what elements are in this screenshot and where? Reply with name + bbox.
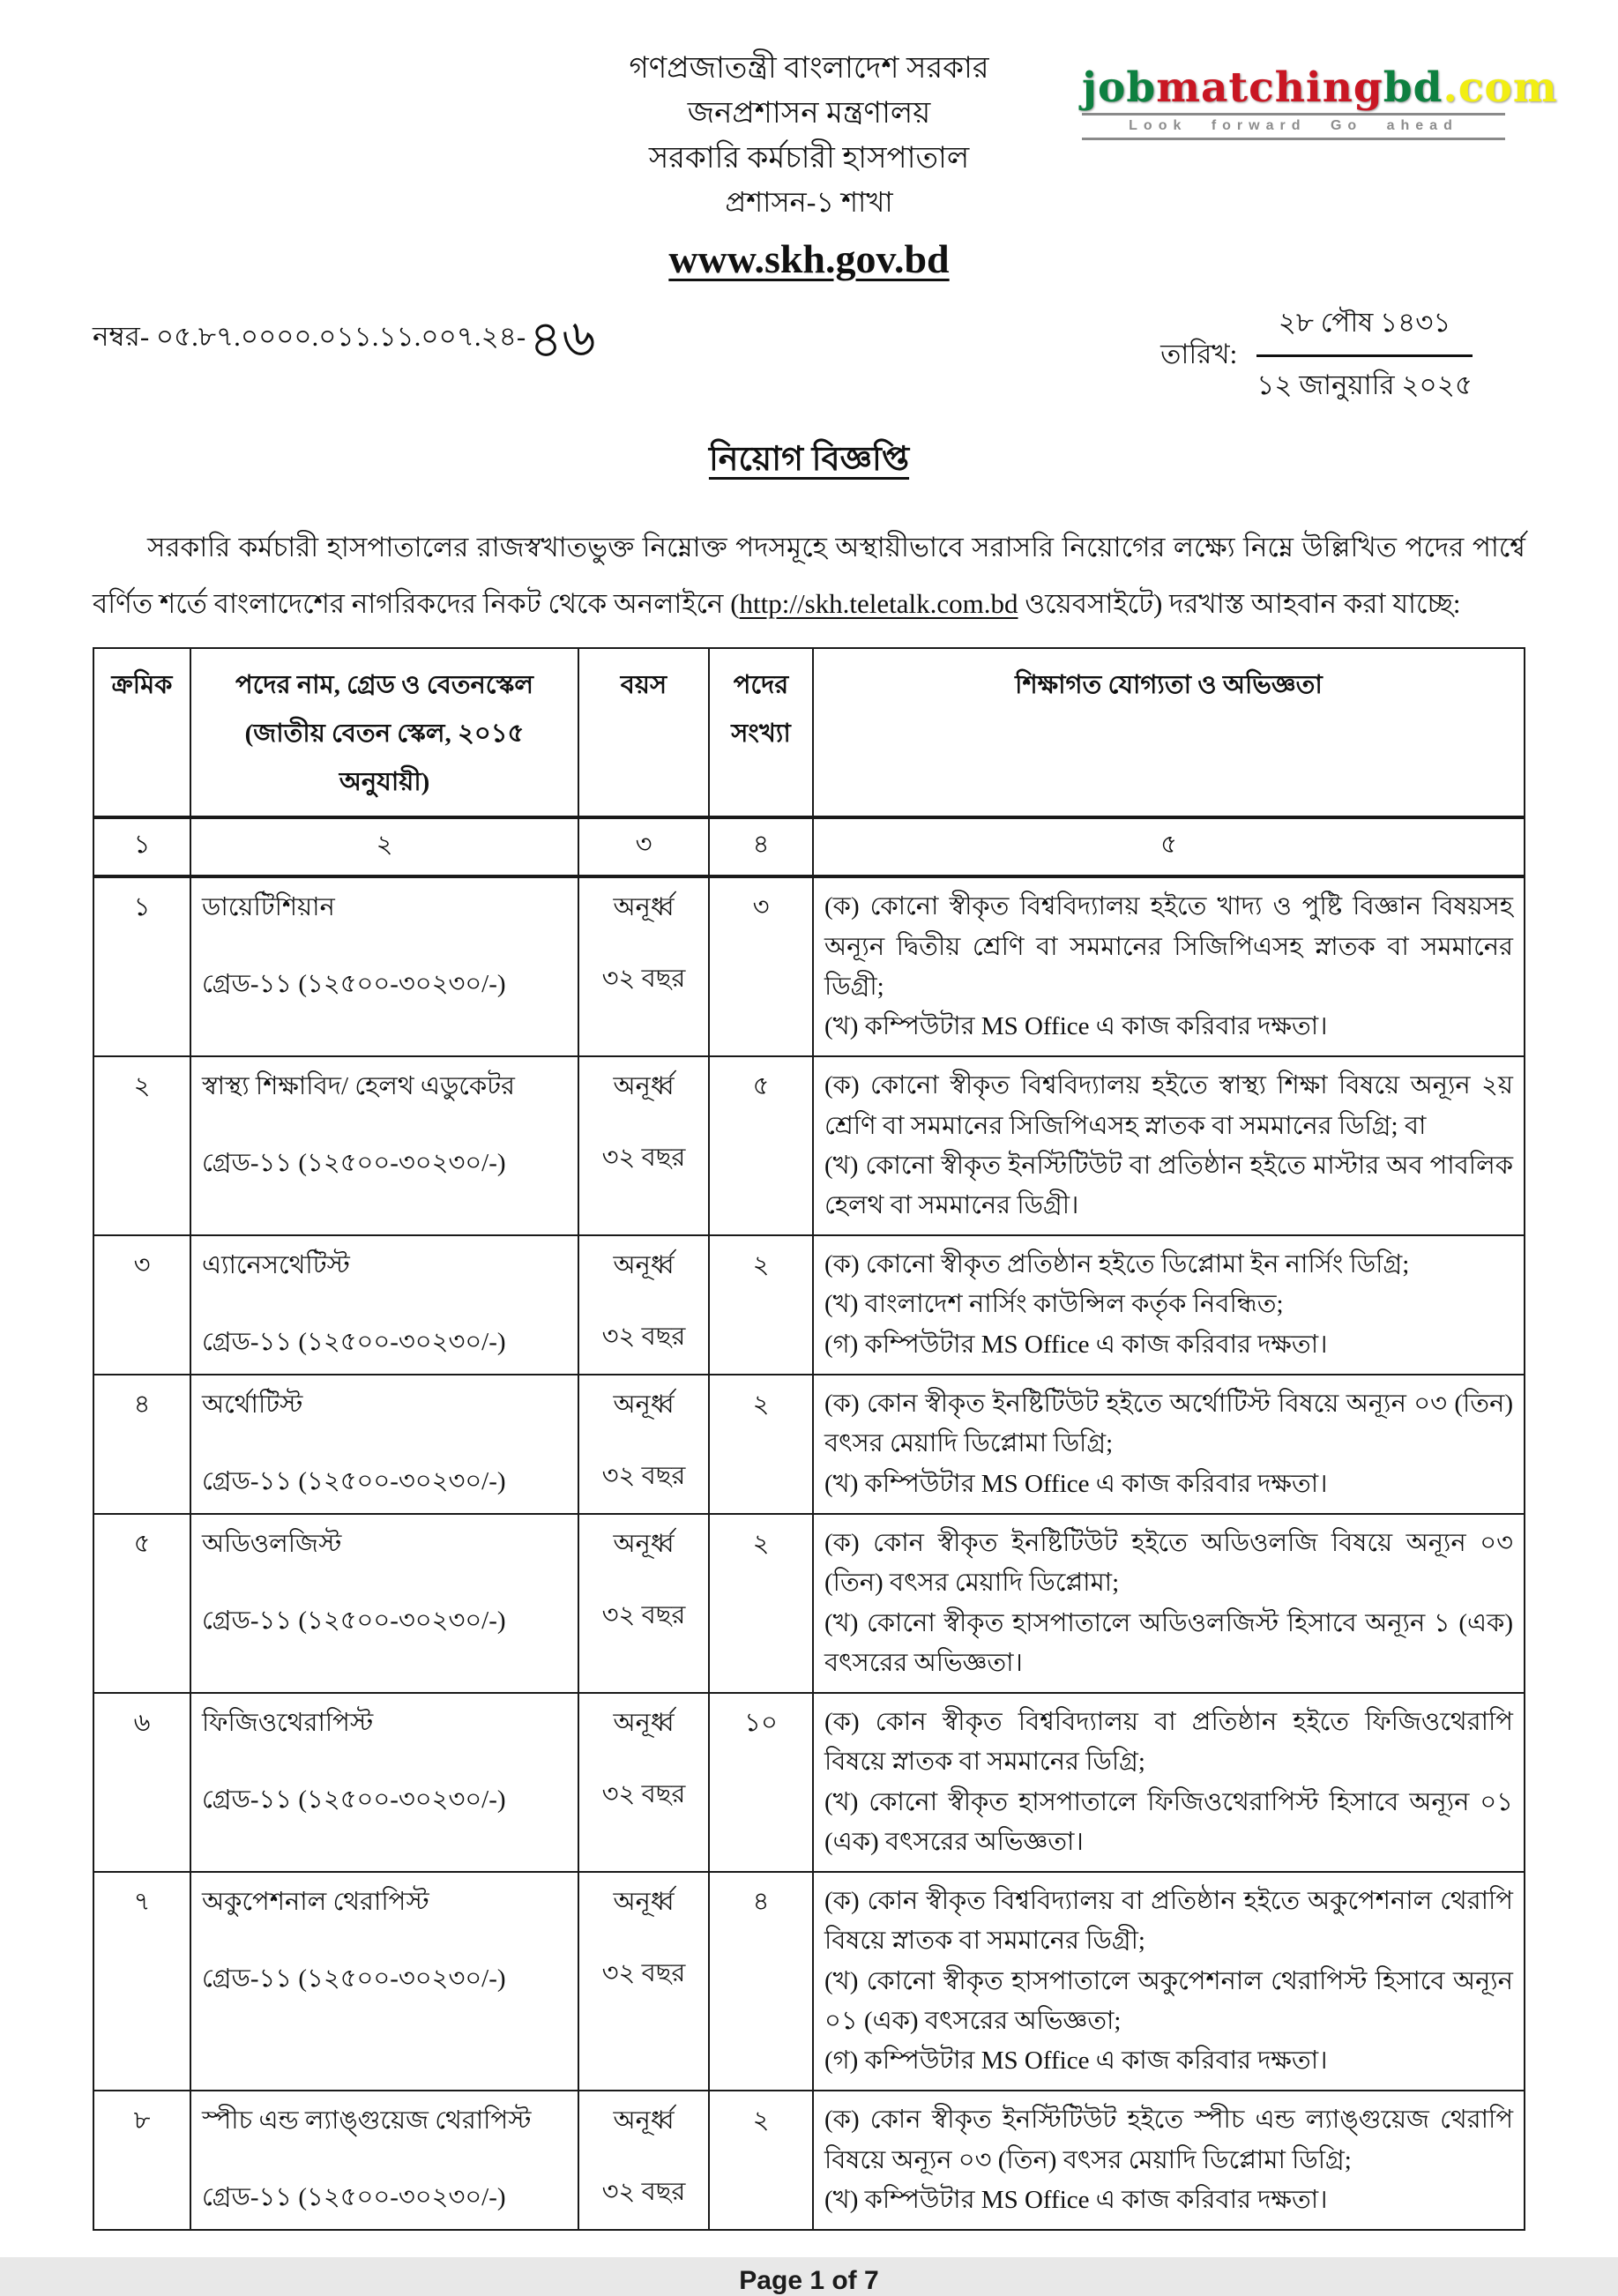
post-name: অডিওলজিস্ট <box>202 1530 342 1559</box>
age-limit-value: ৩২ বছর <box>601 1959 686 1988</box>
row-post-cell <box>190 1514 578 1693</box>
qualification-item: (ক) কোনো স্বীকৃত বিশ্ববিদ্যালয় হইতে স্বাস্থ্য শিক্ষা বিষয়ে অন্যূন ২য় শ্রেণি বা সমমানের সিজিপিএসহ স্নাতক বা সমমানের ডিগ্রি; বা <box>824 1071 1513 1140</box>
row-qualifications-cell <box>813 2091 1525 2230</box>
table-row <box>93 1235 1525 1375</box>
age-limit-label: অনূর্ধ্ব <box>613 1709 675 1738</box>
row-qualifications-cell <box>813 876 1525 1056</box>
row-qualifications-cell <box>813 1235 1525 1375</box>
memo-date-row <box>93 302 1525 410</box>
column-number: ৪ <box>709 817 813 876</box>
logo-segment: matching <box>1156 63 1383 112</box>
qualification-item: (ক) কোন স্বীকৃত ইনস্টিটিউট হইতে স্পীচ এন্ড ল্যাঙ্গুয়েজ থেরাপি বিষয়ে অন্যূন ০৩ (তিন) বৎসর মেয়াদি ডিপ্লোমা ডিগ্রি; <box>824 2106 1513 2174</box>
post-name: ফিজিওথেরাপিস্ট <box>202 1709 374 1738</box>
intro-text-before-url: সরকারি কর্মচারী হাসপাতালের রাজস্বখাতভুক্ত নিম্নোক্ত পদসমূহে অস্থায়ীভাবে সরাসরি নিয়োগের লক্ষ্যে নিম্নে উল্লিখিত পদের পার্শ্বে বর্ণিত শর্তে বাংলাদেশের নাগরিকদের নিকট থেকে অনলাইনে ( <box>93 532 1525 619</box>
hospital-website-link[interactable]: www.skh.gov.bd <box>668 236 950 281</box>
row-qualifications-cell <box>813 1693 1525 1872</box>
row-age-cell <box>578 1514 709 1693</box>
post-name: ডায়েটিশিয়ান <box>202 893 335 922</box>
age-limit-value: ৩২ বছর <box>601 2178 686 2207</box>
recruitment-table <box>93 647 1525 2231</box>
row-serial: ৮ <box>93 2091 190 2230</box>
logo-segment: job <box>1082 63 1157 112</box>
column-number: ৩ <box>578 817 709 876</box>
qualification-item: (খ) কোনো স্বীকৃত হাসপাতালে ফিজিওথেরাপিস্ট হিসাবে অন্যূন ০১ (এক) বৎসরের অভিজ্ঞতা। <box>824 1787 1513 1856</box>
qualification-item: (গ) কম্পিউটার MS Office এ কাজ করিবার দক্ষতা। <box>824 1330 1328 1359</box>
row-vacancy-count: ২ <box>709 1375 813 1514</box>
row-vacancy-count: ২ <box>709 1514 813 1693</box>
memo-number-handwritten: ৪৬ <box>528 309 597 369</box>
row-serial: ২ <box>93 1056 190 1235</box>
post-grade-payscale: গ্রেড-১১ (১২৫০০-৩০২৩০/-) <box>202 1149 506 1178</box>
qualification-item: (খ) কোনো স্বীকৃত হাসপাতালে অডিওলজিস্ট হিসাবে অন্যূন ১ (এক) বৎসরের অভিজ্ঞতা। <box>824 1608 1513 1677</box>
col-header-qualifications: শিক্ষাগত যোগ্যতা ও অভিজ্ঞতা <box>813 648 1525 817</box>
col-header-age: বয়স <box>578 648 709 817</box>
age-limit-value: ৩২ বছর <box>601 1780 686 1809</box>
post-name: অকুপেশনাল থেরাপিস্ট <box>202 1888 429 1917</box>
age-limit-value: ৩২ বছর <box>601 1601 686 1630</box>
row-age-cell <box>578 1375 709 1514</box>
row-post-cell <box>190 1056 578 1235</box>
qualification-item: (ক) কোনো স্বীকৃত প্রতিষ্ঠান হইতে ডিপ্লোমা ইন নার্সিং ডিগ্রি; <box>824 1250 1410 1279</box>
row-age-cell <box>578 1872 709 2091</box>
row-age-cell <box>578 876 709 1056</box>
column-number: ৫ <box>813 817 1525 876</box>
row-vacancy-count: ৫ <box>709 1056 813 1235</box>
hospital-name: সরকারি কর্মচারী হাসপাতাল <box>648 142 970 175</box>
page-number: Page 1 of 7 <box>739 2266 879 2296</box>
qualification-item: (খ) কোনো স্বীকৃত ইনস্টিটিউট বা প্রতিষ্ঠান হইতে মাস্টার অব পাবলিক হেলথ বা সমমানের ডিগ্রী। <box>824 1151 1513 1220</box>
table-row <box>93 1693 1525 1872</box>
government-name: গণপ্রজাতন্ত্রী বাংলাদেশ সরকার <box>629 52 989 85</box>
age-limit-label: অনূর্ধ্ব <box>613 1251 675 1280</box>
date-gregorian: ১২ জানুয়ারি ২০২৫ <box>1256 369 1473 400</box>
row-post-cell <box>190 1872 578 2091</box>
row-qualifications-cell <box>813 1872 1525 2091</box>
row-vacancy-count: ৩ <box>709 876 813 1056</box>
qualification-item: (খ) বাংলাদেশ নার্সিং কাউন্সিল কর্তৃক নিবন্ধিত; <box>824 1290 1284 1319</box>
table-row <box>93 876 1525 1056</box>
date-block <box>1160 302 1473 410</box>
jobmatchingbd-logo[interactable] <box>1082 63 1558 140</box>
row-post-cell <box>190 1693 578 1872</box>
qualification-item: (ক) কোন স্বীকৃত ইনষ্টিটিউট হইতে অর্থোটিস্ট বিষয়ে অন্যূন ০৩ (তিন) বৎসর মেয়াদি ডিপ্লোমা ডিগ্রি; <box>824 1390 1513 1458</box>
table-row <box>93 1056 1525 1235</box>
intro-paragraph <box>93 519 1525 631</box>
row-qualifications-cell <box>813 1514 1525 1693</box>
intro-text-after-url: ওয়েবসাইটে) দরখাস্ত আহবান করা যাচ্ছে: <box>1018 587 1461 619</box>
qualification-item: (খ) কম্পিউটার MS Office এ কাজ করিবার দক্ষতা। <box>824 1469 1328 1498</box>
row-post-cell <box>190 1235 578 1375</box>
qualification-item: (ক) কোন স্বীকৃত বিশ্ববিদ্যালয় বা প্রতিষ্ঠান হইতে অকুপেশনাল থেরাপি বিষয়ে স্নাতক বা সমমানের ডিগ্রী; <box>824 1887 1513 1956</box>
age-limit-label: অনূর্ধ্ব <box>613 1072 675 1101</box>
row-age-cell <box>578 1693 709 1872</box>
row-serial: ১ <box>93 876 190 1056</box>
post-grade-payscale: গ্রেড-১১ (১২৫০০-৩০২৩০/-) <box>202 2183 506 2212</box>
post-grade-payscale: গ্রেড-১১ (১২৫০০-৩০২৩০/-) <box>202 1328 506 1357</box>
table-row <box>93 1375 1525 1514</box>
row-serial: ৫ <box>93 1514 190 1693</box>
age-limit-value: ৩২ বছর <box>601 1144 686 1173</box>
logo-segment: .com <box>1443 63 1558 112</box>
qualification-item: (ক) কোনো স্বীকৃত বিশ্ববিদ্যালয় হইতে খাদ্য ও পুষ্টি বিজ্ঞান বিষয়সহ অন্যূন দ্বিতীয় শ্রেণি বা সমমানের সিজিপিএসহ স্নাতক বা সমমানের ডিগ্রী; <box>824 892 1513 1001</box>
age-limit-value: ৩২ বছর <box>601 965 686 994</box>
row-serial: ৬ <box>93 1693 190 1872</box>
post-name: স্বাস্থ্য শিক্ষাবিদ/ হেলথ এডুকেটর <box>202 1072 515 1101</box>
table-row <box>93 1872 1525 2091</box>
row-serial: ৪ <box>93 1375 190 1514</box>
post-name: এ্যানেসথেটিস্ট <box>202 1251 350 1280</box>
age-limit-label: অনূর্ধ্ব <box>613 2106 675 2136</box>
row-serial: ৭ <box>93 1872 190 2091</box>
ministry-name: জনপ্রশাসন মন্ত্রণালয় <box>687 97 931 130</box>
row-vacancy-count: ৪ <box>709 1872 813 2091</box>
row-vacancy-count: ২ <box>709 1235 813 1375</box>
date-label: তারিখ: <box>1160 338 1238 369</box>
row-qualifications-cell <box>813 1375 1525 1514</box>
column-number: ২ <box>190 817 578 876</box>
qualification-item: (গ) কম্পিউটার MS Office এ কাজ করিবার দক্ষতা। <box>824 2046 1328 2076</box>
row-vacancy-count: ১০ <box>709 1693 813 1872</box>
table-row <box>93 1514 1525 1693</box>
post-grade-payscale: গ্রেড-১১ (১২৫০০-৩০২৩০/-) <box>202 1785 506 1815</box>
date-stack <box>1256 302 1473 410</box>
col-header-serial: ক্রমিক <box>93 648 190 817</box>
row-age-cell <box>578 2091 709 2230</box>
age-limit-value: ৩২ বছর <box>601 1462 686 1491</box>
branch-name: প্রশাসন-১ শাখা <box>725 186 893 218</box>
qualification-item: (ক) কোন স্বীকৃত বিশ্ববিদ্যালয় বা প্রতিষ্ঠান হইতে ফিজিওথেরাপি বিষয়ে স্নাতক বা সমমানের ডিগ্রি; <box>824 1708 1513 1777</box>
application-url-link[interactable]: http://skh.teletalk.com.bd <box>739 587 1018 619</box>
post-grade-payscale: গ্রেড-১১ (১২৫০০-৩০২৩০/-) <box>202 970 506 999</box>
table-row <box>93 2091 1525 2230</box>
row-age-cell <box>578 1056 709 1235</box>
post-grade-payscale: গ্রেড-১১ (১২৫০০-৩০২৩০/-) <box>202 1964 506 1994</box>
age-limit-label: অনূর্ধ্ব <box>613 1390 675 1420</box>
row-age-cell <box>578 1235 709 1375</box>
age-limit-value: ৩২ বছর <box>601 1323 686 1352</box>
qualification-item: (খ) কম্পিউটার MS Office এ কাজ করিবার দক্ষতা। <box>824 2185 1328 2214</box>
col-header-vacancies: পদের সংখ্যা <box>709 648 813 817</box>
date-bengali-calendar: ২৮ পৌষ ১৪৩১ <box>1256 302 1473 357</box>
table-header-row <box>93 648 1525 817</box>
logo-tagline: Look forward Go ahead <box>1082 116 1505 140</box>
qualification-item: (ক) কোন স্বীকৃত ইনষ্টিটিউট হইতে অডিওলজি বিষয়ে অন্যূন ০৩ (তিন) বৎসর মেয়াদি ডিপ্লোমা; <box>824 1529 1513 1598</box>
col-header-post-name: পদের নাম, গ্রেড ও বেতনস্কেল (জাতীয় বেতন স্কেল, ২০১৫ অনুযায়ী) <box>190 648 578 817</box>
column-number: ১ <box>93 817 190 876</box>
qualification-item: (খ) কম্পিউটার MS Office এ কাজ করিবার দক্ষতা। <box>824 1012 1328 1041</box>
row-qualifications-cell <box>813 1056 1525 1235</box>
post-grade-payscale: গ্রেড-১১ (১২৫০০-৩০২৩০/-) <box>202 1606 506 1636</box>
memo-number <box>93 302 597 369</box>
notice-title: নিয়োগ বিজ্ঞপ্তি <box>708 441 910 478</box>
age-limit-label: অনূর্ধ্ব <box>613 1888 675 1917</box>
memo-number-label: নম্বর- ০৫.৮৭.০০০০.০১১.১১.০০৭.২৪- <box>93 321 526 352</box>
row-vacancy-count: ২ <box>709 2091 813 2230</box>
age-limit-label: অনূর্ধ্ব <box>613 1530 675 1559</box>
post-name: স্পীচ এন্ড ল্যাঙ্গুয়েজ থেরাপিস্ট <box>202 2106 532 2136</box>
row-post-cell <box>190 2091 578 2230</box>
age-limit-label: অনূর্ধ্ব <box>613 893 675 922</box>
row-serial: ৩ <box>93 1235 190 1375</box>
post-grade-payscale: গ্রেড-১১ (১২৫০০-৩০২৩০/-) <box>202 1467 506 1496</box>
logo-segment: bd <box>1383 63 1443 112</box>
qualification-item: (খ) কোনো স্বীকৃত হাসপাতালে অকুপেশনাল থেরাপিস্ট হিসাবে অন্যূন ০১ (এক) বৎসরের অভিজ্ঞতা; <box>824 1966 1513 2035</box>
row-post-cell <box>190 876 578 1056</box>
logo-wordmark <box>1082 63 1558 116</box>
column-number-row <box>93 817 1525 876</box>
row-post-cell <box>190 1375 578 1514</box>
post-name: অর্থোটিস্ট <box>202 1390 303 1420</box>
